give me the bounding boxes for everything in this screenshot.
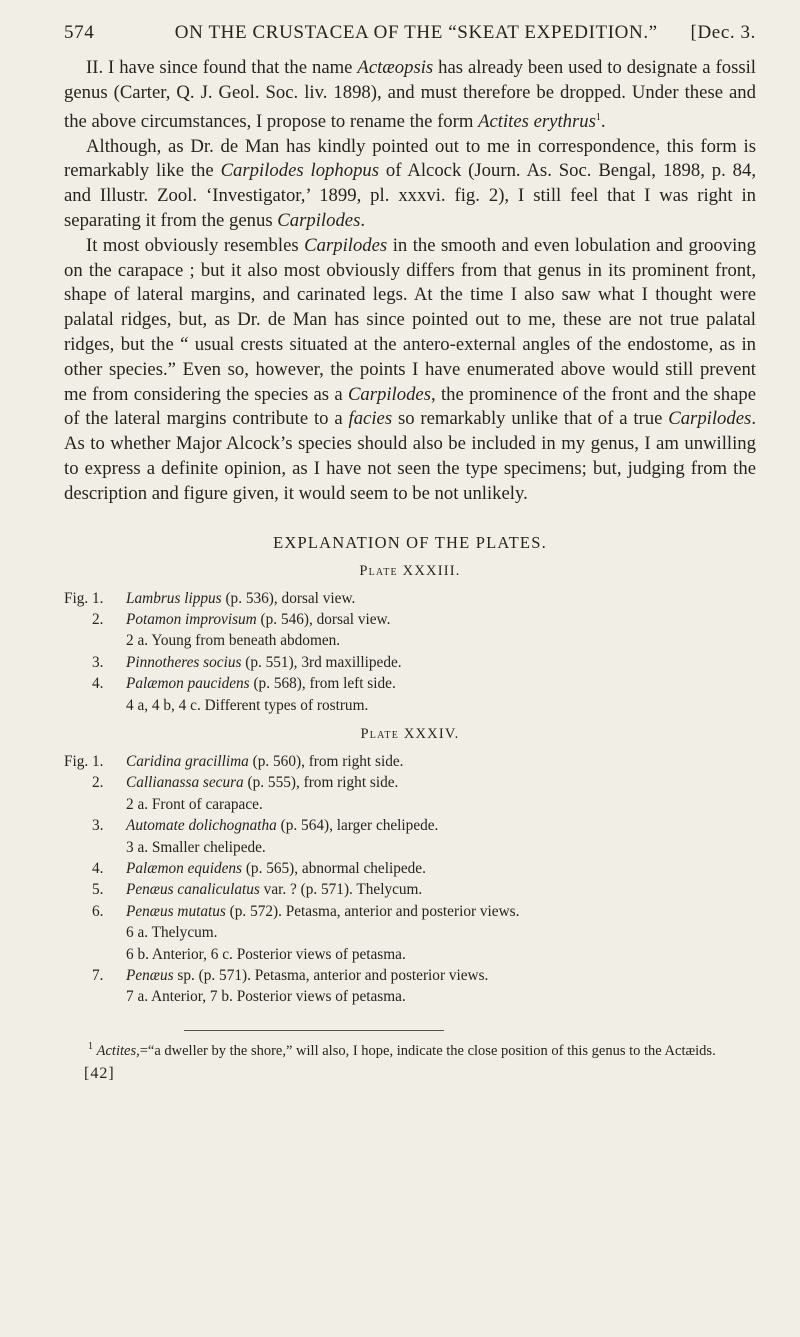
fig-number: 5. [92,881,104,899]
species-name: Penæus canaliculatus [126,881,260,899]
fig-description [126,944,756,965]
figure-entry [64,879,756,900]
text-run: , the prominence of the front and the shape of the lateral margins contribute to a [64,383,757,430]
plate-figure-list [64,588,756,716]
plate-figure-list [64,751,756,1008]
figure-entry [64,815,756,836]
body-text [64,56,756,507]
fig-label [64,673,92,694]
species-name: Palæmon paucidens [126,675,250,693]
fig-label [64,815,92,836]
paragraph-2 [64,135,756,234]
figure-entry [64,922,756,943]
fig-label [64,879,92,900]
figure-entry [64,652,756,673]
species-name: Penæus [126,967,174,985]
figure-entry [64,588,756,609]
fig-description [126,673,756,694]
fig-label [64,986,92,1007]
text-run: so remarkably unlike that of a true [392,408,669,430]
fig-number [92,837,126,858]
fig-number [92,986,126,1007]
page-number: 574 [64,22,95,43]
fig-description [126,695,756,716]
figure-entry [64,695,756,716]
header-date: [Dec. 3. [690,22,756,43]
fig-detail: (p. 568), from left side. [249,675,396,693]
fig-description [126,986,756,1007]
fig-detail: 2 a. Front of carapace. [126,795,263,813]
fig-number [92,630,126,651]
species-name: Callianassa secura [126,774,244,792]
figure-entry [64,965,756,986]
fig-description [126,794,756,815]
plate-title: Plate XXXIII. [359,562,461,579]
figure-entry [64,751,756,772]
fig-label [64,652,92,673]
genus-name: Carpilodes [347,383,432,405]
footnote-marker: 1 [595,111,601,123]
genus-name: Actæopsis [357,57,434,78]
fig-description [126,609,756,630]
fig-detail: 6 b. Anterior, 6 c. Posterior views of petasma. [126,945,406,963]
figure-entry [64,837,756,858]
italic-term: facies [348,408,393,430]
species-name: Pinnotheres socius [126,653,242,671]
fig-label [64,922,92,943]
fig-detail: (p. 546), dorsal view. [256,610,391,628]
fig-number [92,922,126,943]
figure-entry [64,772,756,793]
text-run: II. I have since found that the name [86,57,358,78]
fig-detail: (p. 536), dorsal view. [221,589,356,607]
fig-label [64,901,92,922]
text-run: of Alcock (Journ. As. Soc. Bengal, 1898, p. 84, and Illustr. Zool. ‘Investigator,’ 1899, pl. xxxvi. fig. 2), I still feel that I was right in separating it from the genus [64,160,756,232]
fig-description [126,652,756,673]
figure-entry [64,986,756,1007]
plate-title: Plate XXXIV. [360,726,460,743]
fig-detail: 7 a. Anterior, 7 b. Posterior views of petasma. [126,988,406,1006]
fig-number: 2. [92,610,104,628]
species-name: Automate dolichognatha [126,817,277,835]
fig-label [64,609,92,630]
fig-label [64,794,92,815]
figure-entry [64,858,756,879]
paragraph-1 [64,56,756,135]
species-name: Caridina gracillima [126,753,249,771]
figure-entry [64,901,756,922]
fig-number: 7. [92,967,104,985]
species-name: Carpilodes lophopus [220,160,380,182]
fig-detail: (p. 572). Petasma, anterior and posterior views. [225,902,520,920]
figure-entry [64,944,756,965]
genus-name: Actites, [96,1042,140,1059]
fig-number: 3. [92,817,104,835]
fig-description [126,751,756,772]
fig-number [92,695,126,716]
fig-description [126,922,756,943]
fig-label [64,837,92,858]
fig-number: 2. [92,774,104,792]
species-name: Potamon improvisum [126,610,257,628]
species-name: Palæmon equidens [126,860,242,878]
fig-label [64,858,92,879]
fig-description [126,858,756,879]
fig-label [64,772,92,793]
signature-mark: [42] [84,1064,115,1082]
fig-detail: 3 a. Smaller chelipede. [126,838,266,856]
fig-number: 3. [92,653,104,671]
fig-detail: (p. 564), larger chelipede. [276,817,439,835]
text-run: . As to whether Major Alcock’s species should also be included in my genus, I am unwilling to express a definite opinion, as I have not seen the type specimens; but, judging from the description and figure given, it would seem to be not unlikely. [64,408,756,504]
figure-entry [64,609,756,630]
species-name: Actites erythrus [478,110,596,132]
footnote-divider [184,1030,444,1031]
text-run: Although, as Dr. de Man has kindly pointed out to me in correspondence, this form is remarkably like the [64,135,756,182]
fig-label: Fig. [64,753,89,771]
fig-detail: var. ? (p. 571). Thelycum. [259,881,423,899]
fig-detail: (p. 560), from right side. [248,753,404,771]
text-run: in the smooth and even lobulation and grooving on the carapace ; but it also most obviously differs from that genus in its prominent front, shape of lateral margins, and carinated legs. At the time I also saw what I thought were palatal ridges, but, as Dr. de Man has since pointed out to me, these are not true palatal ridges, but the “ usual crests situated at the antero-external angles of the endostome, as in other species.” Even so, however, the points I have enumerated above would still prevent me from considering the species as a [64,234,756,405]
running-header [64,22,756,44]
fig-label [64,695,92,716]
fig-number: 6. [92,902,104,920]
fig-detail: sp. (p. 571). Petasma, anterior and posterior views. [173,967,489,985]
fig-number: 1. [92,753,104,771]
genus-name: Carpilodes [277,210,361,232]
fig-detail: (p. 551), 3rd maxillipede. [241,653,402,671]
fig-number: 4. [92,860,104,878]
fig-description [126,901,756,922]
fig-detail: 6 a. Thelycum. [126,924,218,942]
text-run: . [600,110,606,132]
fig-description [126,815,756,836]
fig-description [126,879,756,900]
fig-detail: 4 a, 4 b, 4 c. Different types of rostrum. [126,696,369,714]
fig-number [92,944,126,965]
fig-description [126,630,756,651]
species-name: Penæus mutatus [126,902,226,920]
text-run: It most obviously resembles [86,234,305,256]
fig-label: Fig. [64,589,89,607]
genus-name: Carpilodes [304,234,388,256]
figure-entry [64,630,756,651]
fig-number: 1. [92,589,104,607]
genus-name: Carpilodes [668,408,752,430]
fig-description [126,965,756,986]
footnote-text: =“a dweller by the shore,” will also, I hope, indicate the close position of this genus to the Actæids. [139,1042,716,1059]
fig-label [64,965,92,986]
fig-description [126,837,756,858]
text-run: . [360,210,366,232]
fig-detail: (p. 555), from right side. [243,774,399,792]
footnote-marker: 1 [88,1040,93,1052]
explanation-heading: EXPLANATION OF THE PLATES. [273,532,547,552]
fig-description [126,588,756,609]
fig-number: 4. [92,675,104,693]
footnote [64,1037,756,1061]
paragraph-3 [64,234,756,507]
figure-entry [64,673,756,694]
fig-label [64,630,92,651]
running-title: ON THE CRUSTACEA OF THE “SKEAT EXPEDITION.” [174,22,658,43]
fig-detail: 2 a. Young from beneath abdomen. [126,632,341,650]
fig-label [64,944,92,965]
species-name: Lambrus lippus [126,589,222,607]
plates-section [64,563,756,1008]
figure-entry [64,794,756,815]
fig-description [126,772,756,793]
fig-number [92,794,126,815]
fig-detail: (p. 565), abnormal chelipede. [242,860,426,878]
text-run: has already been used to designate a fossil genus (Carter, Q. J. Geol. Soc. liv. 1898), and must therefore be dropped. Under these and the above circumstances, I propose to rename the form [64,57,756,132]
